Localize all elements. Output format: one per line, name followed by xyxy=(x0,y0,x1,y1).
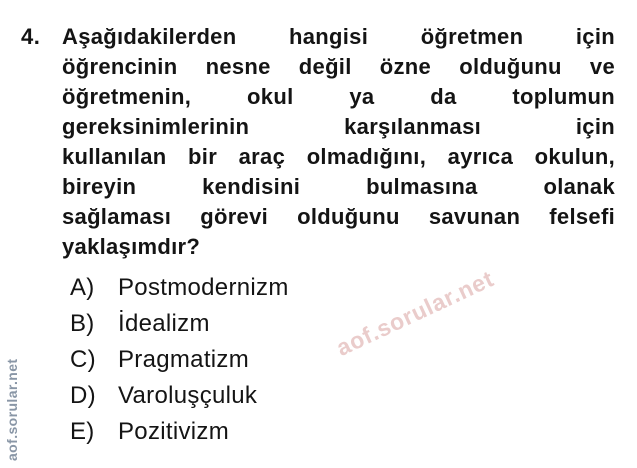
watermark-site-diagonal: aof.sorular.net xyxy=(332,265,498,361)
watermark-site-vertical: aof.sorular.net xyxy=(4,358,20,461)
option-row-e xyxy=(70,414,289,450)
option-label: Pozitivizm xyxy=(118,418,230,445)
option-label: Postmodernizm xyxy=(118,274,289,301)
option-letter: B) xyxy=(70,310,95,337)
question-text-line: gereksinimlerinin karşılanması için xyxy=(62,114,615,139)
option-letter: E) xyxy=(70,418,95,445)
option-label: Varoluşçuluk xyxy=(118,382,258,409)
option-letter: C) xyxy=(70,346,96,373)
question-number: 4. xyxy=(21,24,41,49)
option-label: İdealizm xyxy=(118,310,210,337)
option-letter: A) xyxy=(70,274,95,301)
question-text-line: yaklaşımdır? xyxy=(62,234,201,259)
option-row-b xyxy=(70,306,289,342)
question-text-line: öğrencinin nesne değil özne olduğunu ve xyxy=(62,54,615,79)
question-text xyxy=(62,22,615,262)
question-text-line: kullanılan bir araç olmadığını, ayrıca okulun, xyxy=(62,144,615,169)
option-row-c xyxy=(70,342,289,378)
question-text-line: öğretmenin, okul ya da toplumun xyxy=(62,84,615,109)
option-letter: D) xyxy=(70,382,96,409)
question-text-line: sağlaması görevi olduğunu savunan felsefi xyxy=(62,204,615,229)
option-row-d xyxy=(70,378,289,414)
question-text-line: bireyin kendisini bulmasına olanak xyxy=(62,174,615,199)
options-list xyxy=(70,270,289,450)
option-label: Pragmatizm xyxy=(118,346,250,373)
option-row-a xyxy=(70,270,289,306)
question-text-line: Aşağıdakilerden hangisi öğretmen için xyxy=(62,24,615,49)
